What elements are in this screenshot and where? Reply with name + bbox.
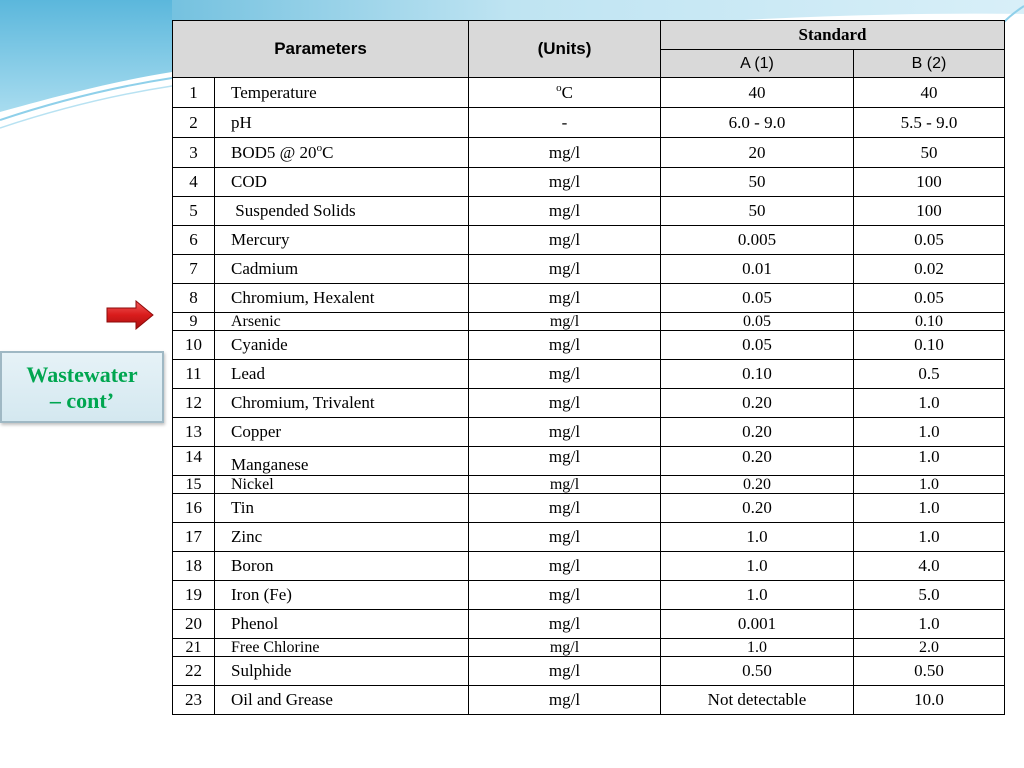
- row-value-b: 4.0: [854, 552, 1005, 581]
- row-value-a: 20: [661, 138, 854, 168]
- row-value-b: 0.02: [854, 255, 1005, 284]
- row-unit: mg/l: [469, 284, 661, 313]
- row-unit: mg/l: [469, 523, 661, 552]
- row-value-a: 0.20: [661, 418, 854, 447]
- row-number: 22: [173, 657, 215, 686]
- table-row: [173, 313, 1005, 331]
- row-unit: mg/l: [469, 138, 661, 168]
- table-row: [173, 610, 1005, 639]
- table-row: [173, 389, 1005, 418]
- row-value-b: 10.0: [854, 686, 1005, 715]
- row-parameter: Boron: [215, 552, 469, 581]
- row-unit: mg/l: [469, 447, 661, 476]
- row-value-b: 100: [854, 197, 1005, 226]
- row-value-b: 0.05: [854, 226, 1005, 255]
- section-label-line2: – cont’: [49, 388, 115, 413]
- row-parameter: Temperature: [215, 78, 469, 108]
- row-value-a: 0.001: [661, 610, 854, 639]
- row-unit: mg/l: [469, 581, 661, 610]
- section-label: [0, 351, 164, 423]
- row-unit: mg/l: [469, 476, 661, 494]
- row-parameter: Lead: [215, 360, 469, 389]
- header-col-a: A (1): [661, 50, 854, 78]
- row-value-a: Not detectable: [661, 686, 854, 715]
- row-unit: mg/l: [469, 197, 661, 226]
- row-value-b: 1.0: [854, 389, 1005, 418]
- row-unit: mg/l: [469, 360, 661, 389]
- row-unit: [469, 78, 661, 108]
- row-parameter: COD: [215, 168, 469, 197]
- row-parameter: Free Chlorine: [215, 639, 469, 657]
- table-row: [173, 284, 1005, 313]
- row-number: 6: [173, 226, 215, 255]
- row-unit: mg/l: [469, 255, 661, 284]
- row-unit: mg/l: [469, 168, 661, 197]
- row-value-b: 5.0: [854, 581, 1005, 610]
- row-value-b: 1.0: [854, 418, 1005, 447]
- row-number: 20: [173, 610, 215, 639]
- row-value-a: 50: [661, 197, 854, 226]
- row-value-a: 1.0: [661, 581, 854, 610]
- row-unit: mg/l: [469, 610, 661, 639]
- row-value-a: 1.0: [661, 639, 854, 657]
- table-row: [173, 108, 1005, 138]
- row-value-b: 1.0: [854, 476, 1005, 494]
- row-parameter: Cyanide: [215, 331, 469, 360]
- row-unit: mg/l: [469, 313, 661, 331]
- row-value-a: 50: [661, 168, 854, 197]
- row-value-b: 100: [854, 168, 1005, 197]
- row-unit: -: [469, 108, 661, 138]
- row-value-a: 0.20: [661, 494, 854, 523]
- row-parameter: Chromium, Hexalent: [215, 284, 469, 313]
- row-unit: mg/l: [469, 639, 661, 657]
- header-col-b: B (2): [854, 50, 1005, 78]
- param-suffix: C: [322, 142, 334, 162]
- row-value-b: 0.05: [854, 284, 1005, 313]
- header-units: (Units): [469, 21, 661, 78]
- row-parameter: Oil and Grease: [215, 686, 469, 715]
- row-value-a: 6.0 - 9.0: [661, 108, 854, 138]
- row-parameter: [215, 138, 469, 168]
- row-value-b: 0.50: [854, 657, 1005, 686]
- row-number: 13: [173, 418, 215, 447]
- row-value-b: 0.10: [854, 313, 1005, 331]
- row-parameter: Suspended Solids: [215, 197, 469, 226]
- table-row: [173, 447, 1005, 476]
- row-value-a: 0.20: [661, 476, 854, 494]
- row-parameter: Tin: [215, 494, 469, 523]
- table-row: [173, 581, 1005, 610]
- row-number: 4: [173, 168, 215, 197]
- param-superscript: o: [316, 141, 323, 154]
- section-label-line1: Wastewater: [26, 362, 138, 387]
- row-unit: mg/l: [469, 552, 661, 581]
- row-value-a: 0.005: [661, 226, 854, 255]
- table-row: [173, 418, 1005, 447]
- row-unit: mg/l: [469, 226, 661, 255]
- param-text: BOD5 @ 20: [231, 142, 317, 162]
- row-number: 3: [173, 138, 215, 168]
- row-number: 11: [173, 360, 215, 389]
- row-value-b: 40: [854, 78, 1005, 108]
- row-number: 15: [173, 476, 215, 494]
- table-row: [173, 226, 1005, 255]
- row-number: 17: [173, 523, 215, 552]
- row-value-a: 0.10: [661, 360, 854, 389]
- row-number: 12: [173, 389, 215, 418]
- row-value-b: 1.0: [854, 494, 1005, 523]
- row-parameter: Zinc: [215, 523, 469, 552]
- row-value-a: 1.0: [661, 552, 854, 581]
- row-parameter: Nickel: [215, 476, 469, 494]
- row-number: 2: [173, 108, 215, 138]
- row-value-b: 0.10: [854, 331, 1005, 360]
- table-row: [173, 552, 1005, 581]
- table-row: [173, 639, 1005, 657]
- row-parameter: Cadmium: [215, 255, 469, 284]
- row-parameter: Copper: [215, 418, 469, 447]
- row-parameter: Phenol: [215, 610, 469, 639]
- header-parameters: Parameters: [173, 21, 469, 78]
- row-number: 8: [173, 284, 215, 313]
- table-row: [173, 255, 1005, 284]
- header-standard: Standard: [661, 21, 1005, 50]
- row-value-b: 1.0: [854, 610, 1005, 639]
- table-row: [173, 523, 1005, 552]
- unit-superscript: o: [556, 81, 562, 94]
- row-value-a: 0.05: [661, 313, 854, 331]
- row-value-a: 40: [661, 78, 854, 108]
- row-value-a: 0.50: [661, 657, 854, 686]
- row-number: 18: [173, 552, 215, 581]
- table-row: [173, 331, 1005, 360]
- row-parameter: Manganese: [215, 447, 469, 476]
- table-row: [173, 78, 1005, 108]
- row-number: 9: [173, 313, 215, 331]
- row-number: 23: [173, 686, 215, 715]
- row-parameter: pH: [215, 108, 469, 138]
- unit-text: C: [561, 82, 573, 102]
- red-arrow-icon: [106, 300, 154, 330]
- row-unit: mg/l: [469, 657, 661, 686]
- table-row: [173, 494, 1005, 523]
- standards-table: [172, 20, 1005, 715]
- row-value-a: 0.20: [661, 447, 854, 476]
- row-value-a: 0.05: [661, 331, 854, 360]
- row-number: 10: [173, 331, 215, 360]
- row-value-b: 5.5 - 9.0: [854, 108, 1005, 138]
- row-value-b: 0.5: [854, 360, 1005, 389]
- row-unit: mg/l: [469, 331, 661, 360]
- row-number: 7: [173, 255, 215, 284]
- table-row: [173, 138, 1005, 168]
- table-row: [173, 168, 1005, 197]
- row-unit: mg/l: [469, 494, 661, 523]
- table-row: [173, 686, 1005, 715]
- row-number: 1: [173, 78, 215, 108]
- table-header-row: [173, 21, 1005, 50]
- row-value-a: 1.0: [661, 523, 854, 552]
- row-number: 14: [173, 447, 215, 476]
- row-parameter: Iron (Fe): [215, 581, 469, 610]
- table-row: [173, 360, 1005, 389]
- table-row: [173, 476, 1005, 494]
- row-unit: mg/l: [469, 389, 661, 418]
- row-number: 5: [173, 197, 215, 226]
- row-parameter: Arsenic: [215, 313, 469, 331]
- table-row: [173, 657, 1005, 686]
- row-parameter: Chromium, Trivalent: [215, 389, 469, 418]
- row-value-b: 2.0: [854, 639, 1005, 657]
- row-value-a: 0.20: [661, 389, 854, 418]
- row-number: 16: [173, 494, 215, 523]
- row-value-b: 1.0: [854, 523, 1005, 552]
- table-row: [173, 197, 1005, 226]
- row-unit: mg/l: [469, 686, 661, 715]
- row-value-a: 0.01: [661, 255, 854, 284]
- row-parameter: Sulphide: [215, 657, 469, 686]
- row-value-a: 0.05: [661, 284, 854, 313]
- row-number: 21: [173, 639, 215, 657]
- row-value-b: 1.0: [854, 447, 1005, 476]
- row-parameter: Mercury: [215, 226, 469, 255]
- row-unit: mg/l: [469, 418, 661, 447]
- row-number: 19: [173, 581, 215, 610]
- row-value-b: 50: [854, 138, 1005, 168]
